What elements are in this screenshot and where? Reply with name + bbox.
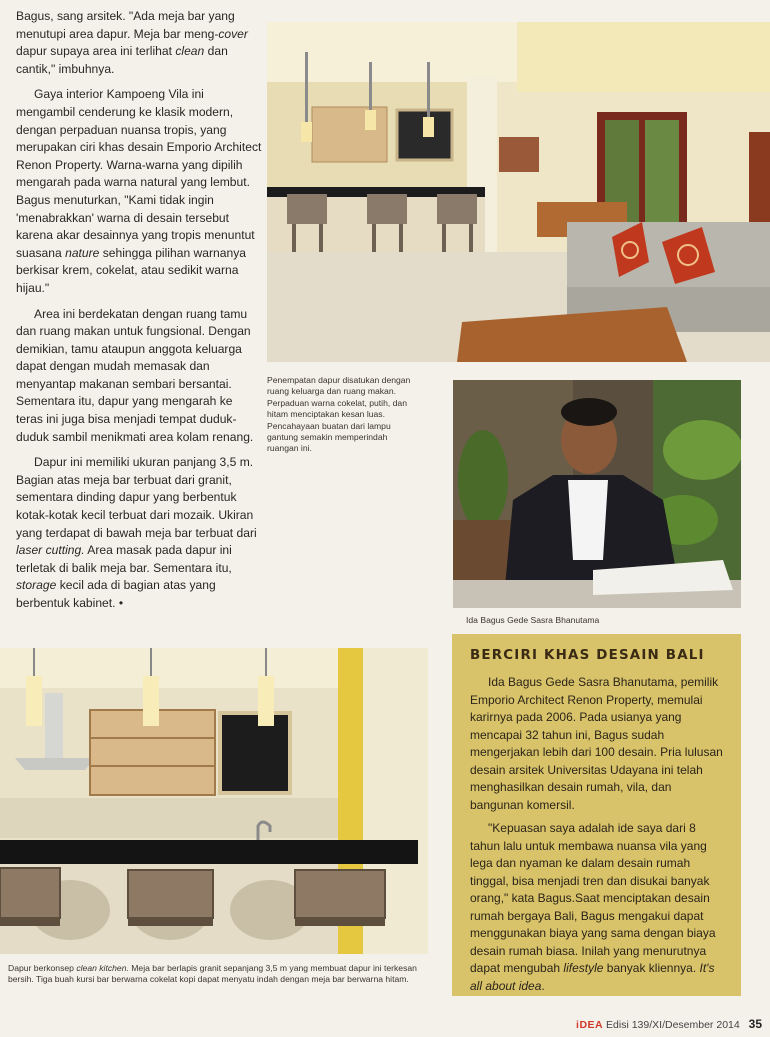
kitchen-photo bbox=[0, 648, 428, 954]
edition-label: Edisi 139/XI/Desember 2014 bbox=[606, 1019, 740, 1031]
living-room-photo bbox=[267, 22, 770, 362]
profile-sidebar bbox=[452, 634, 741, 996]
sidebar-title: BERCIRI KHAS DESAIN BALI bbox=[470, 648, 705, 663]
sidebar-body bbox=[470, 674, 728, 995]
sidebar-paragraph-2: "Kepuasan saya adalah ide saya dari 8 tahun lalu untuk membawa nuansa vila yang lega dan nyaman ke dalam desain rumah tinggal, bisa menjadi tren dan disukai banyak orang," kata Bagus.Saat menciptakan desain rumah bergaya Bali, Bagus mengakui dapat menggunakan biaya yang sama dengan biaya desain rumah biasa. Inilah yang menurutnya dapat mengubah lifestyle banyak kliennya. It's all about idea. bbox=[470, 821, 716, 993]
page-number: 35 bbox=[748, 1017, 762, 1031]
living-room-caption: Penempatan dapur disatukan dengan ruang keluarga dan ruang makan. Perpaduan warna cokelat, putih, dan hitam menciptakan kesan luas. Pencahayaan buatan dari lampu gantung semakin memperindah ruangan ini. bbox=[267, 375, 411, 454]
article-paragraph-1: Bagus, sang arsitek. "Ada meja bar yang menutupi area dapur. Meja bar meng-cover dapur supaya area ini terlihat clean dan cantik," imbuhnya. bbox=[16, 9, 248, 76]
page-footer bbox=[576, 1017, 762, 1031]
article-column bbox=[16, 8, 262, 613]
article-paragraph-2: Gaya interior Kampoeng Vila ini mengambil cenderung ke klasik modern, dengan perpaduan nuansa tropis, yang merupakan ciri khas desain Emporio Architect Renon Property. Warna-warna yang dipilih mengarah pada warna natural yang lembut. Bagus menuturkan, "Kami tidak ingin 'menabrakkan' warna di desain tersebut karena akar desainnya yang tropis menuntut suasana nature sehingga pilihan warnanya berkisar krem, cokelat, atau sedikit warna hijau." bbox=[16, 87, 262, 295]
sidebar-paragraph-1: Ida Bagus Gede Sasra Bhanutama, pemilik Emporio Architect Renon Property, memulai karirnya pada 2006. Pada usianya yang mencapai 32 tahun ini, Bagus sudah mengerjakan lebih dari 100 desain. Pria lulusan desain arsitek Universitas Udayana ini telah menghasilkan desain rumah, vila, dan bangunan komersil. bbox=[470, 675, 723, 812]
kitchen-caption: Dapur berkonsep clean kitchen. Meja bar berlapis granit sepanjang 3,5 m yang membuat dapur ini terkesan bersih. Tiga buah kursi bar berwarna cokelat kopi dapat menyatu indah dengan meja bar berwarna hitam. bbox=[8, 963, 417, 985]
article-paragraph-4: Dapur ini memiliki ukuran panjang 3,5 m. Bagian atas meja bar terbuat dari granit, sementara dinding dapur yang berbentuk kotak-kotak kecil terbuat dari mozaik. Ukiran yang terdapat di bawah meja bar terbuat dari laser cutting. Area masak pada dapur ini terletak di balik meja bar. Sementara itu, storage kecil ada di bagian atas yang berbentuk kabinet. • bbox=[16, 455, 257, 610]
architect-portrait-photo bbox=[453, 380, 741, 608]
portrait-caption: Ida Bagus Gede Sasra Bhanutama bbox=[466, 615, 600, 625]
magazine-brand: iDEA bbox=[576, 1019, 604, 1031]
article-paragraph-3: Area ini berdekatan dengan ruang tamu dan ruang makan untuk fungsional. Dengan demikian, tamu ataupun anggota keluarga dapat dengan mudah memasak dan menyantap makanan sembari bersantai. Sementara itu, dapur yang mengarah ke teras ini juga bisa menjadi tempat duduk-duduk sambil menikmati area kolam renang. bbox=[16, 306, 254, 444]
